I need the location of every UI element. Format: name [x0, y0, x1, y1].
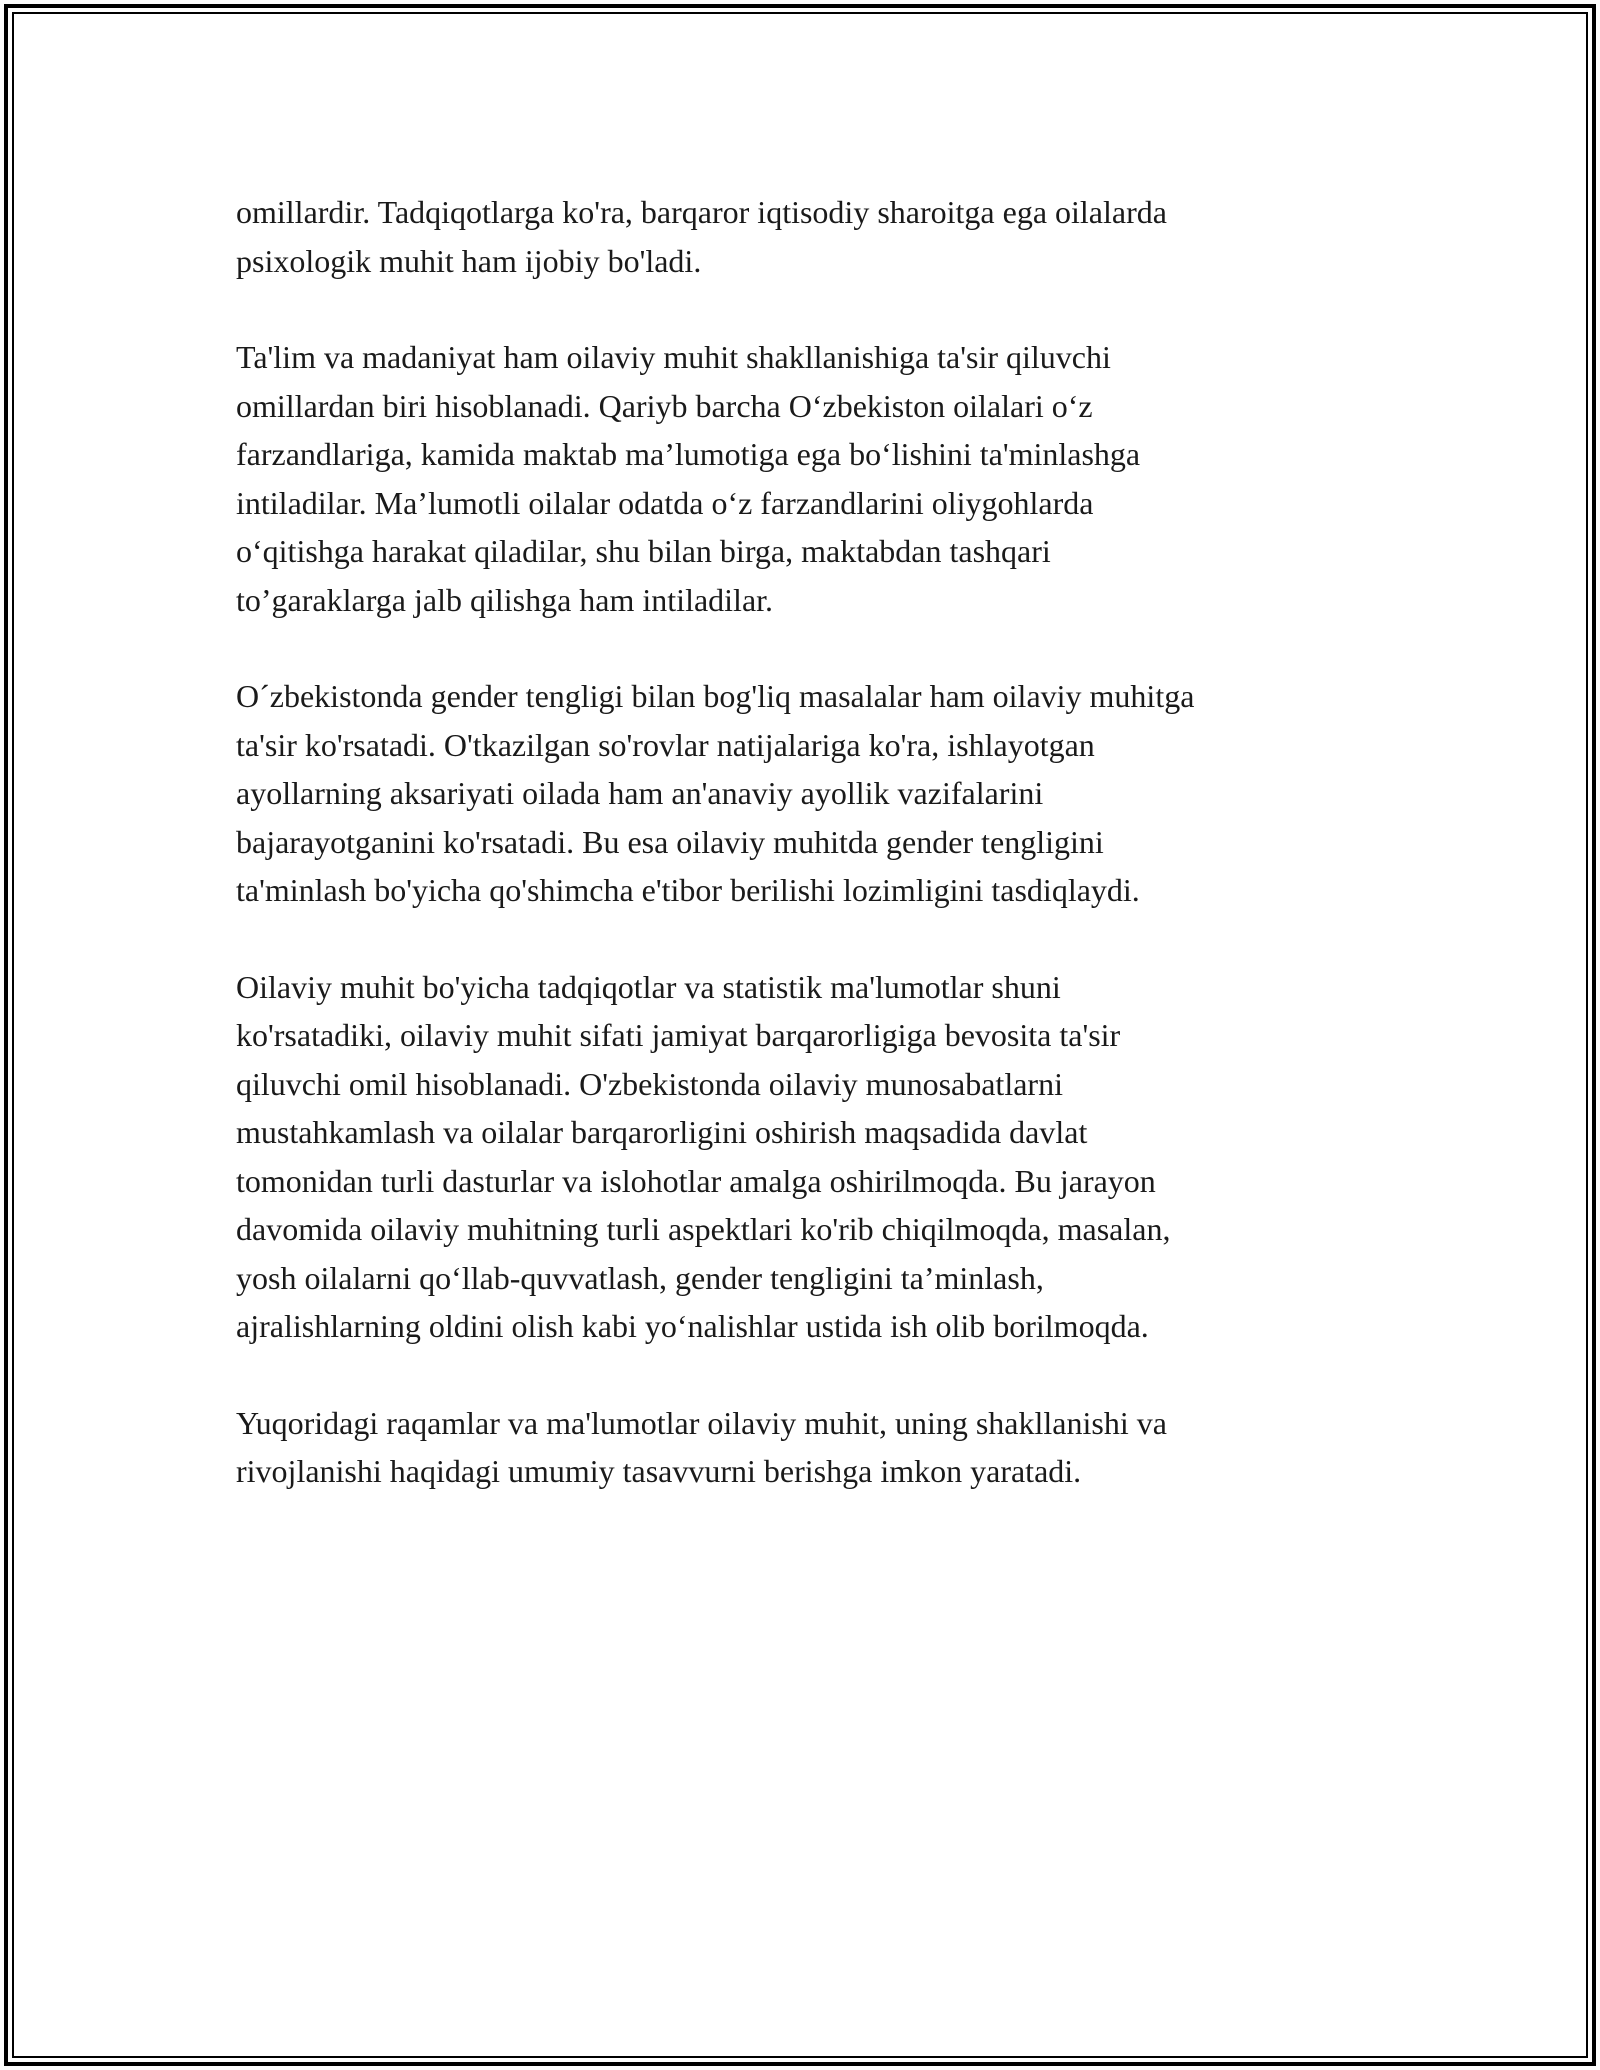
text-line: o‘qitishga harakat qiladilar, shu bilan birga, maktabdan tashqari [236, 533, 1051, 569]
text-line: mustahkamlash va oilalar barqarorligini oshirish maqsadida davlat [236, 1114, 1088, 1150]
text-line: bajarayotganini ko'rsatadi. Bu esa oilaviy muhitda gender tengligini [236, 823, 1104, 860]
text-line: farzandlariga, kamida maktab ma’lumotiga ega bo‘lishini ta'minlashga [236, 436, 1141, 472]
text-line: omillardir. Tadqiqotlarga ko'ra, barqaror iqtisodiy sharoitga ega oilalarda [236, 194, 1167, 230]
text-line: ta'sir ko'rsatadi. O'tkazilgan so'rovlar natijalariga ko'ra, ishlayotgan [236, 726, 1095, 763]
paragraph-5 [236, 1399, 1366, 1496]
text-line: psixologik muhit ham ijobiy bo'ladi. [236, 242, 702, 279]
document-body [236, 188, 1366, 1544]
text-line: tomonidan turli dasturlar va islohotlar amalga oshirilmoqda. Bu jarayon [236, 1162, 1156, 1199]
text-line: omillardan biri hisoblanadi. Qariyb barcha O‘zbekiston oilalari o‘z [236, 387, 1093, 424]
text-line: ayollarning aksariyati oilada ham an'anaviy ayollik vazifalarini [236, 775, 1044, 811]
text-line: davomida oilaviy muhitning turli aspektlari ko'rib chiqilmoqda, masalan, [236, 1211, 1171, 1247]
text-line: qiluvchi omil hisoblanadi. O'zbekistonda oilaviy munosabatlarni [236, 1065, 1063, 1102]
text-line: yosh oilalarni qo‘llab-quvvatlash, gender tengligini ta’minlash, [236, 1259, 1044, 1296]
paragraph-1 [236, 188, 1366, 285]
text-line: Ta'lim va madaniyat ham oilaviy muhit shakllanishiga ta'sir qiluvchi [236, 339, 1111, 375]
text-line: Oilaviy muhit bo'yicha tadqiqotlar va statistik ma'lumotlar shuni [236, 968, 1061, 1005]
text-line: rivojlanishi haqidagi umumiy tasavvurni berishga imkon yaratadi. [236, 1453, 1082, 1489]
paragraph-2 [236, 333, 1366, 624]
text-line: O´zbekistonda gender tengligi bilan bog'liq masalalar ham oilaviy muhitga [236, 678, 1195, 714]
paragraph-3 [236, 672, 1366, 915]
paragraph-4 [236, 963, 1366, 1351]
text-line: ajralishlarning oldini olish kabi yo‘nalishlar ustida ish olib borilmoqda. [236, 1308, 1149, 1344]
text-line: ko'rsatadiki, oilaviy muhit sifati jamiyat barqarorligiga bevosita ta'sir [236, 1017, 1121, 1053]
text-line: to’garaklarga jalb qilishga ham intiladilar. [236, 581, 774, 618]
text-line: intiladilar. Ma’lumotli oilalar odatda o‘z farzandlarini oliygohlarda [236, 484, 1094, 521]
text-line: ta'minlash bo'yicha qo'shimcha e'tibor berilishi lozimligini tasdiqlaydi. [236, 872, 1140, 908]
text-line: Yuqoridagi raqamlar va ma'lumotlar oilaviy muhit, uning shakllanishi va [236, 1404, 1167, 1441]
